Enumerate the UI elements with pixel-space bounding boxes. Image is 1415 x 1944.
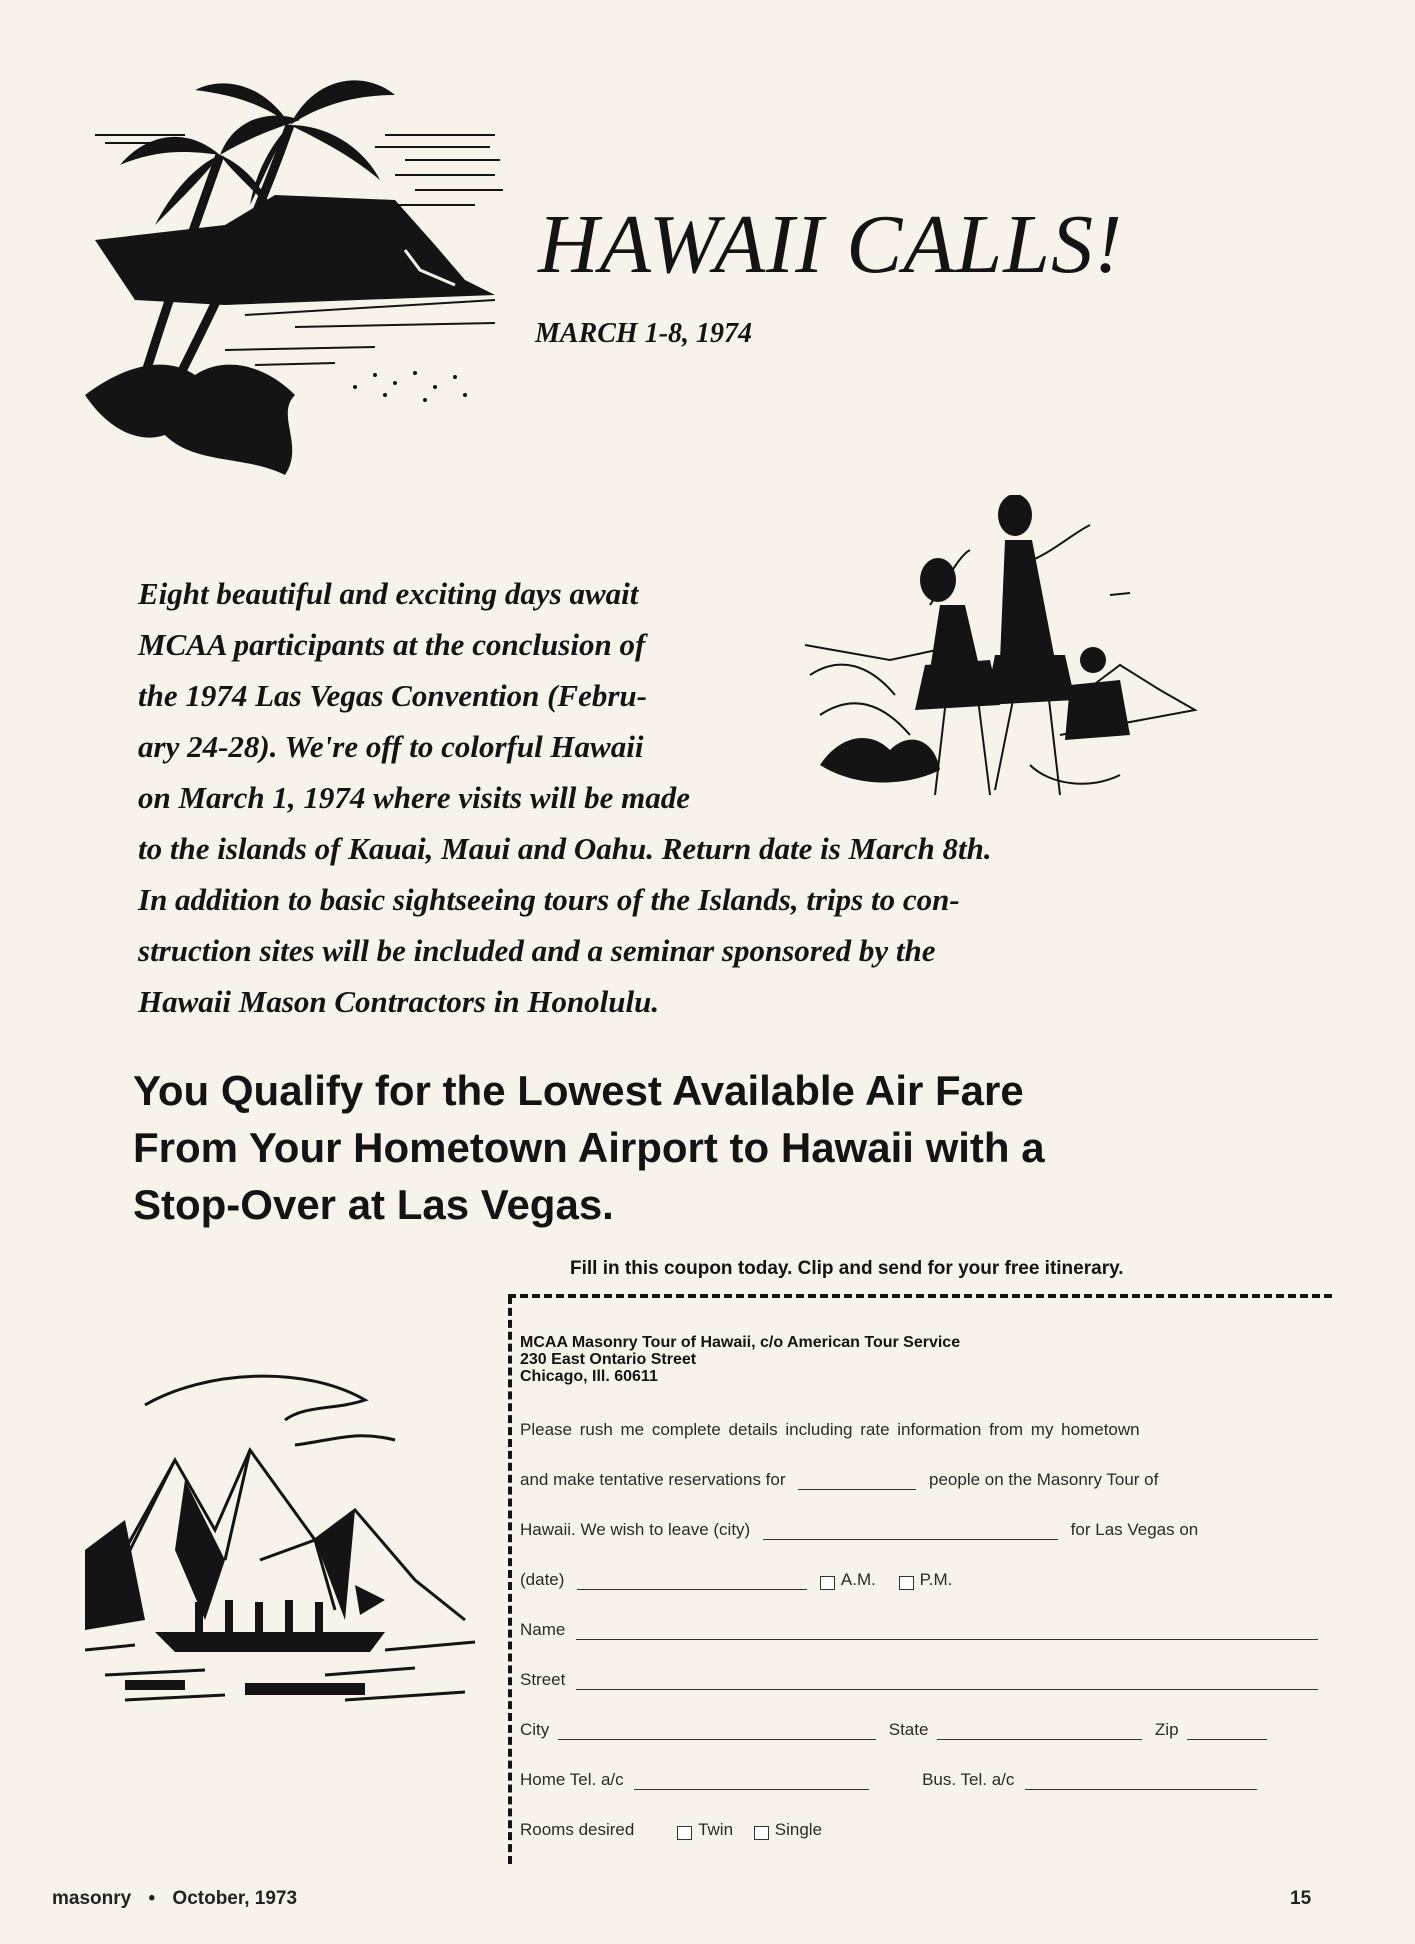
name-field[interactable] [576, 1621, 1318, 1640]
footer-publication [52, 1888, 297, 1910]
intro-line: Hawaii Mason Contractors in Honolulu. [138, 984, 660, 1019]
bus-tel-label: Bus. Tel. a/c [922, 1770, 1015, 1789]
home-tel-label: Home Tel. a/c [520, 1770, 624, 1789]
rooms-label: Rooms desired [520, 1820, 635, 1839]
pm-option[interactable] [899, 1570, 953, 1590]
date-row [520, 1570, 1328, 1594]
street-field[interactable] [576, 1671, 1318, 1690]
pm-label: P.M. [919, 1570, 953, 1589]
intro-line: on March 1, 1974 where visits will be made [138, 780, 690, 815]
zip-field[interactable] [1187, 1721, 1267, 1740]
request-row-3 [520, 1520, 1328, 1544]
publication-name: masonry [52, 1888, 132, 1909]
intro-line: to the islands of Kauai, Maui and Oahu. Return date is March 8th. [138, 831, 992, 866]
page-number: 15 [1290, 1888, 1312, 1909]
request-text: Hawaii. We wish to leave (city) [520, 1520, 751, 1539]
intro-line: ary 24-28). We're off to colorful Hawaii [138, 729, 644, 764]
coupon-cut-line-left [508, 1296, 512, 1864]
coupon-cut-line-top [508, 1294, 1332, 1298]
intro-line: the 1974 Las Vegas Convention (Febru- [138, 678, 647, 713]
issue-date: October, 1973 [172, 1888, 298, 1909]
page-title: HAWAII CALLS! [538, 198, 1123, 291]
twin-checkbox[interactable] [677, 1826, 692, 1840]
telephone-row [520, 1770, 1328, 1794]
am-checkbox[interactable] [820, 1576, 835, 1590]
headline [133, 1062, 1253, 1233]
intro-line: struction sites will be included and a seminar sponsored by the [138, 933, 936, 968]
date-field[interactable] [577, 1571, 807, 1590]
twin-option[interactable] [677, 1820, 733, 1840]
name-row [520, 1620, 1328, 1644]
address-line: 230 East Ontario Street [520, 1351, 697, 1368]
intro-line: MCAA participants at the conclusion of [138, 627, 646, 662]
intro-paragraph [138, 568, 1228, 1027]
single-label: Single [774, 1820, 823, 1839]
state-field[interactable] [937, 1721, 1142, 1740]
zip-label: Zip [1154, 1720, 1179, 1739]
state-label: State [888, 1720, 929, 1739]
request-text: and make tentative reservations for [520, 1470, 786, 1489]
single-checkbox[interactable] [754, 1826, 769, 1840]
rooms-row [520, 1820, 1328, 1844]
request-text: Please rush me complete details including rate information from my hometown [520, 1420, 1140, 1439]
intro-line: Eight beautiful and exciting days await [138, 576, 639, 611]
headline-line: Stop-Over at Las Vegas. [133, 1181, 614, 1228]
headline-line: You Qualify for the Lowest Available Air Fare [133, 1067, 1024, 1114]
mailing-address [520, 1334, 960, 1385]
city-label: City [520, 1720, 550, 1739]
event-dates: MARCH 1-8, 1974 [535, 318, 753, 349]
footer-bullet: • [148, 1888, 156, 1909]
request-text: people on the Masonry Tour of [929, 1470, 1159, 1489]
street-label: Street [520, 1670, 566, 1689]
intro-line: In addition to basic sightseeing tours of the Islands, trips to con- [138, 882, 960, 917]
request-row-2 [520, 1470, 1328, 1494]
date-label: (date) [520, 1570, 565, 1589]
pm-checkbox[interactable] [899, 1576, 914, 1590]
am-option[interactable] [820, 1570, 876, 1590]
mountain-canoe-illustration [85, 1370, 480, 1730]
city-row [520, 1720, 1328, 1744]
street-row [520, 1670, 1328, 1694]
city-field[interactable] [558, 1721, 876, 1740]
home-tel-field[interactable] [634, 1771, 869, 1790]
bus-tel-field[interactable] [1025, 1771, 1257, 1790]
am-label: A.M. [840, 1570, 876, 1589]
palm-tree-illustration [75, 65, 505, 485]
twin-label: Twin [698, 1820, 734, 1839]
headline-line: From Your Hometown Airport to Hawaii with a [133, 1124, 1045, 1171]
single-option[interactable] [754, 1820, 822, 1840]
people-count-field[interactable] [798, 1471, 916, 1490]
address-line: Chicago, Ill. 60611 [520, 1368, 658, 1385]
request-text: for Las Vegas on [1070, 1520, 1199, 1539]
coupon-instructions: Fill in this coupon today. Clip and send for your free itinerary. [570, 1258, 1124, 1279]
departure-city-field[interactable] [763, 1521, 1058, 1540]
request-row-1 [520, 1420, 1328, 1444]
address-line: MCAA Masonry Tour of Hawaii, c/o American Tour Service [520, 1334, 961, 1351]
name-label: Name [520, 1620, 566, 1639]
